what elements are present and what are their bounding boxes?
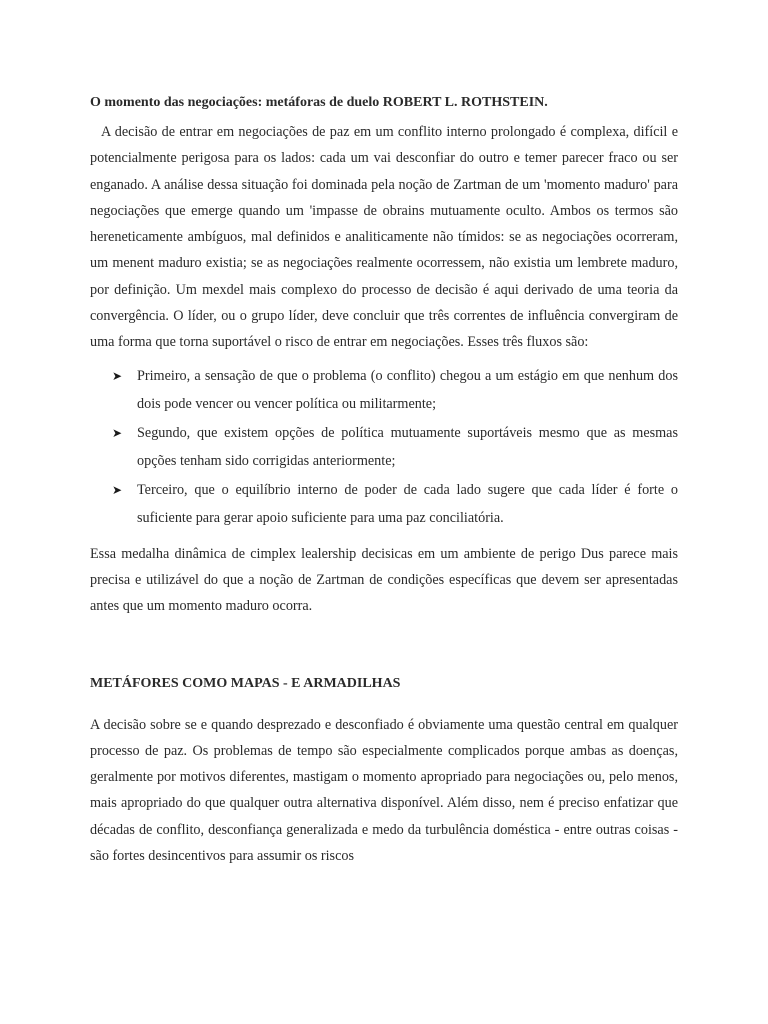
paragraph-intro: A decisão de entrar em negociações de paz em um conflito interno prolongado é complexa, difícil e potencialmente perigosa para os lados: cada um vai desconfiar do outro e temer parecer fraco ou ser enganado. A análise dessa situação foi dominada pela noção de Zartman de um 'momento maduro' para negociações que emerge quando um 'impasse de obrains mutuamente oculto. Ambos os termos são hereneticamente ambíguos, mal definidos e analiticamente não tímidos: se as negociações ocorreram, um menent maduro existia; se as negociações realmente ocorressem, não existia um lembrete maduro, por definição. Um mexdel mais complexo do processo de decisão é aqui derivado de uma teoria da convergência. O líder, ou o grupo líder, deve concluir que três correntes de influência convergiram de uma forma que torna suportável o risco de entrar em negociações. Esses três fluxos são: bbox=[90, 124, 678, 351]
paragraph-section-body: A decisão sobre se e quando desprezado e desconfiado é obviamente uma questão central em qualquer processo de paz. Os problemas de tempo são especialmente complicados porque ambas as doenças, geralmente por motivos diferentes, mastigam o momento apropriado para negociações ou, pelo menos, mais apropriado do que qualquer outra alternativa disponível. Além disso, nem é preciso enfatizar que décadas de conflito, desconfiança generalizada e medo da turbulência doméstica - entre outras coisas - são fortes desincentivos para assumir os riscos bbox=[90, 716, 678, 865]
bullet-item bbox=[112, 362, 678, 419]
bullet-item bbox=[112, 419, 678, 476]
bullet-list bbox=[90, 362, 678, 533]
bullet-text: Terceiro, que o equilíbrio interno de poder de cada lado sugere que cada líder é forte o suficiente para gerar apoio suficiente para uma paz conciliatória. bbox=[137, 481, 678, 527]
arrowhead-bullet-icon: ➤ bbox=[112, 425, 123, 440]
section-heading: METÁFORES COMO MAPAS - E ARMADILHAS bbox=[90, 675, 401, 691]
arrowhead-bullet-icon: ➤ bbox=[112, 482, 123, 497]
bullet-text: Segundo, que existem opções de política mutuamente suportáveis mesmo que as mesmas opções tenham sido corrigidas anteriormente; bbox=[137, 424, 678, 470]
document-title: O momento das negociações: metáforas de duelo ROBERT L. ROTHSTEIN. bbox=[90, 95, 548, 110]
arrowhead-bullet-icon: ➤ bbox=[112, 368, 123, 383]
bullet-text: Primeiro, a sensação de que o problema (o conflito) chegou a um estágio em que nenhum dos dois pode vencer ou vencer política ou militarmente; bbox=[137, 367, 678, 413]
paragraph-dynamic-model: Essa medalha dinâmica de cimplex lealership decisicas em um ambiente de perigo Dus parece mais precisa e utilizável do que a noção de Zartman de condições específicas que devem ser apresentadas antes que um momento maduro ocorra. bbox=[90, 545, 678, 615]
bullet-item bbox=[112, 476, 678, 533]
